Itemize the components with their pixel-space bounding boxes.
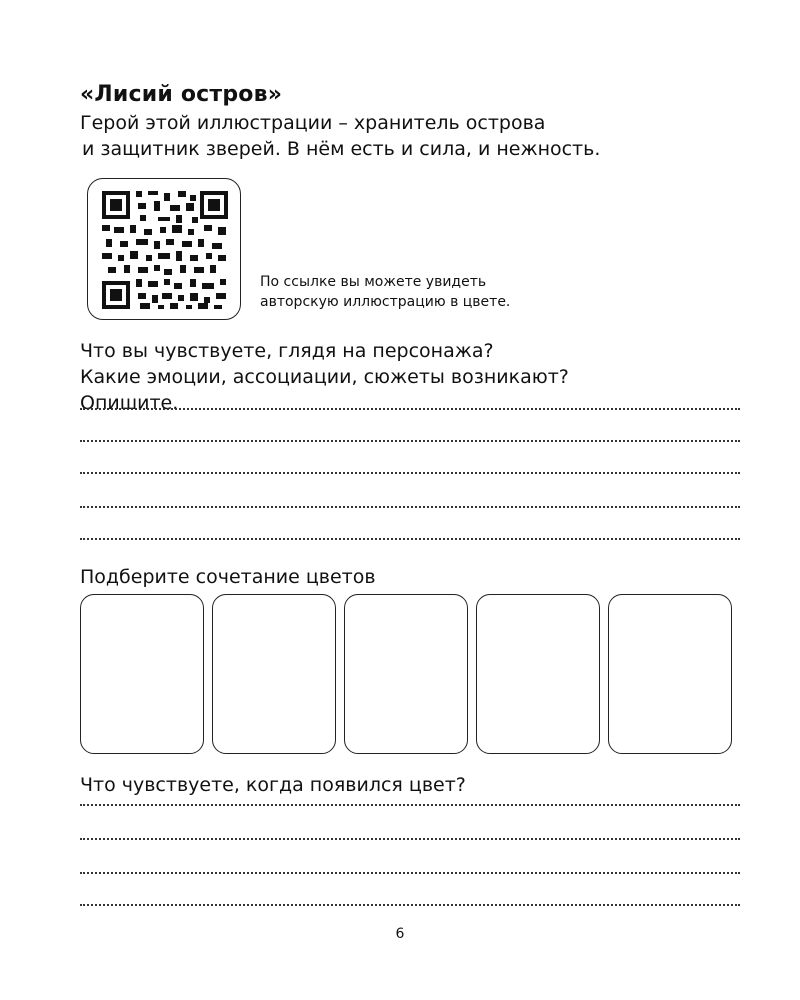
color-swatch-4[interactable] [476,594,600,754]
answer-line-9[interactable] [80,904,740,906]
answer-line-6[interactable] [80,804,740,806]
answer-line-8[interactable] [80,872,740,874]
page-title: «Лисий остров» [80,82,283,107]
intro-line-2: и защитник зверей. В нём есть и сила, и нежность. [82,138,601,160]
color-swatch-2[interactable] [212,594,336,754]
qr-caption-line-2: авторскую иллюстрацию в цвете. [260,294,511,310]
intro-text [80,110,600,162]
answer-line-4[interactable] [80,506,740,508]
qr-code-icon [100,189,230,311]
qr-caption-line-1: По ссылке вы можете увидеть [260,274,487,290]
color-swatch-3[interactable] [344,594,468,754]
answer-line-3[interactable] [80,472,740,474]
qr-code-frame[interactable] [87,178,241,320]
color-swatch-5[interactable] [608,594,732,754]
answer-line-2[interactable] [80,440,740,442]
question-1-line-2: Какие эмоции, ассоциации, сюжеты возникают? [80,366,569,388]
page-number: 6 [395,926,405,942]
color-swatch-1[interactable] [80,594,204,754]
question-2: Что чувствуете, когда появился цвет? [80,774,466,796]
color-swatches [80,594,732,754]
intro-line-1: Герой этой иллюстрации – хранитель острова [80,112,546,134]
question-1-line-3: Опишите. [80,392,179,414]
question-1-line-1: Что вы чувствуете, глядя на персонажа? [80,340,494,362]
qr-caption [260,272,510,312]
answer-line-1[interactable] [80,408,740,410]
question-1 [80,338,740,416]
color-combination-title: Подберите сочетание цветов [80,566,376,588]
answer-line-5[interactable] [80,538,740,540]
answer-line-7[interactable] [80,838,740,840]
